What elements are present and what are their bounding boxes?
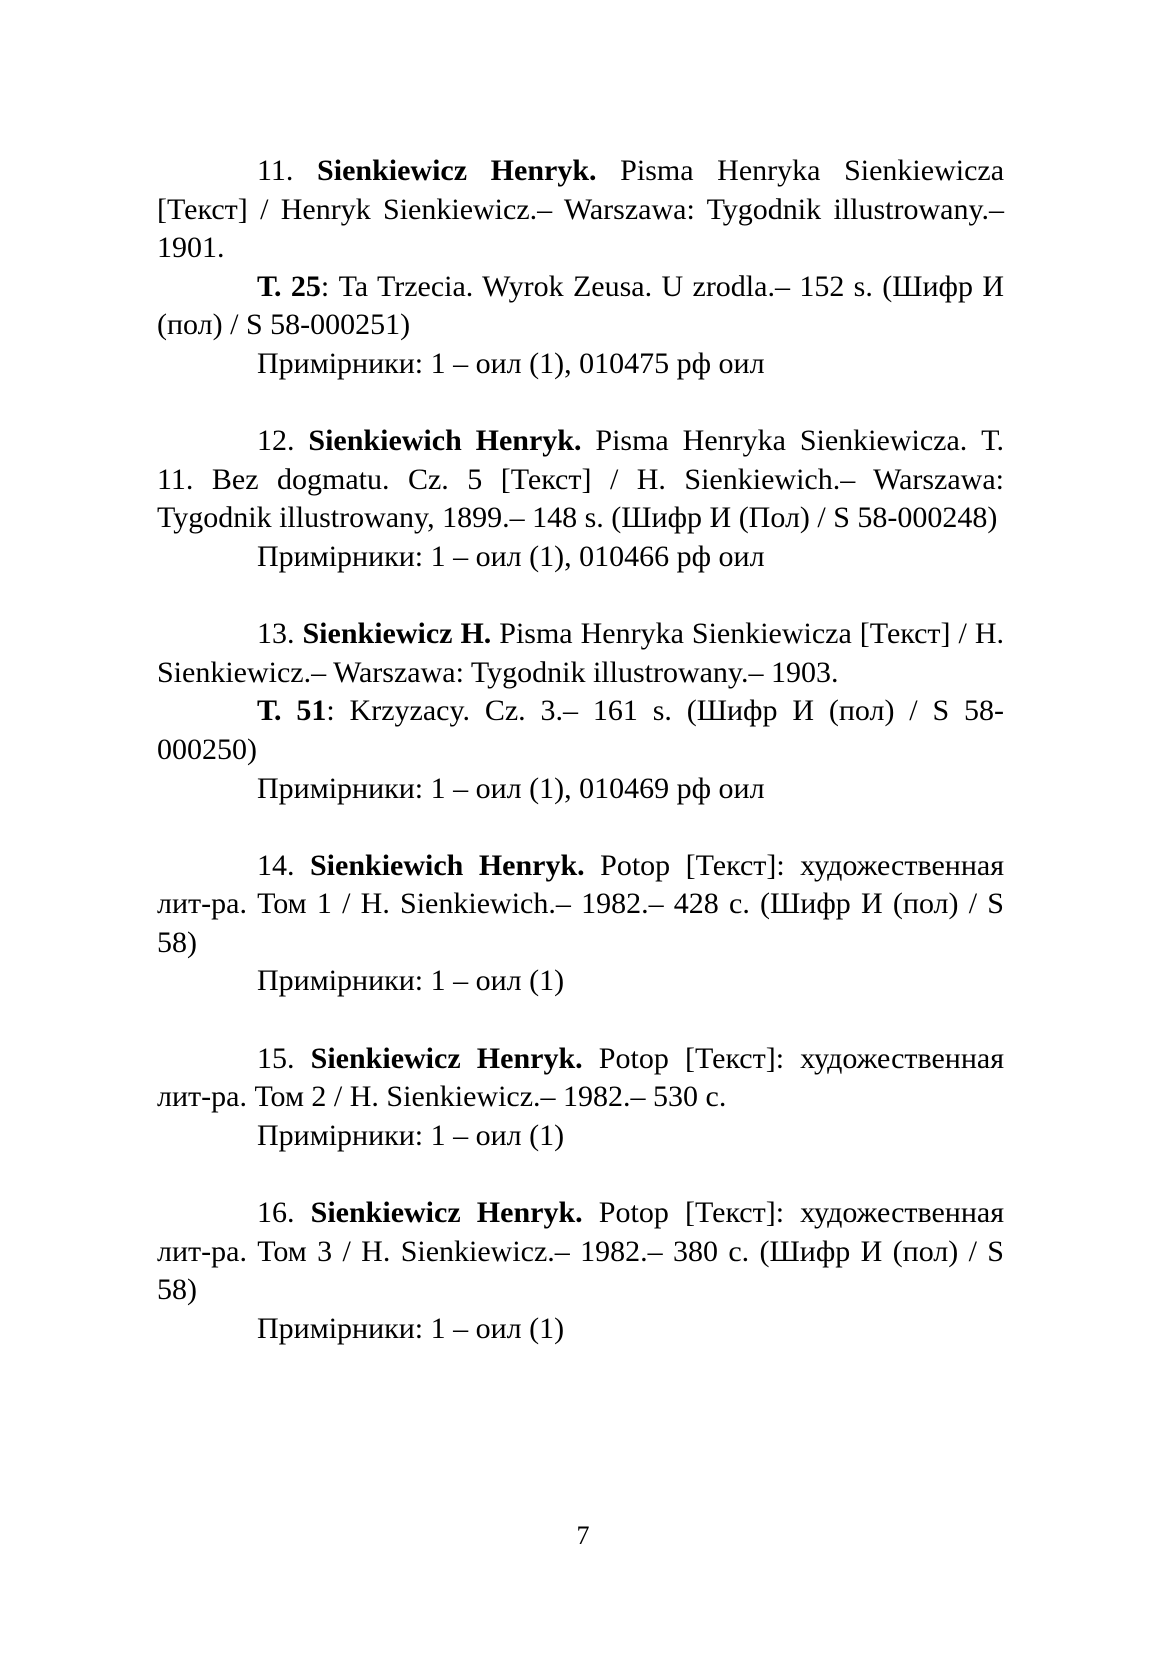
entry-description: Pisma Henryka Sienkiewicza [Текст] / Henryk Sienkiewicz.– Warszawa: Tygodnik illustrowany.– 1901.	[157, 154, 1005, 265]
entry-main	[157, 1040, 1004, 1117]
entry-main	[157, 422, 1004, 538]
entry-copies: Примірники: 1 – оил (1), 010475 рф оил	[257, 346, 765, 380]
entry-main	[157, 152, 1004, 268]
bibliography-entry-14	[157, 847, 1004, 1001]
entry-number: 15.	[257, 1041, 295, 1075]
entry-volume	[157, 268, 1004, 345]
bibliography-entry-13	[157, 615, 1004, 808]
entry-description: Pisma Henryka Sienkiewicza [Текст] / H. Sienkiewicz.– Warszawa: Tygodnik illustrowany.– 1903.	[157, 617, 1004, 689]
entry-copies: Примірники: 1 – оил (1), 010469 рф оил	[257, 771, 765, 805]
entry-description: Potop [Текст]: художественная лит-ра. Том 3 / H. Sienkiewicz.– 1982.– 380 с. (Шифр И (пол) / S 58)	[157, 1196, 1005, 1307]
entry-number: 16.	[257, 1196, 295, 1230]
bibliography-entry-12	[157, 422, 1004, 576]
entry-author: Sienkiewich Henryk.	[308, 424, 582, 458]
volume-text: : Krzyzacy. Cz. 3.– 161 s. (Шифр И (пол) / S 58-000250)	[157, 694, 1004, 766]
entry-copies: Примірники: 1 – оил (1), 010466 рф оил	[257, 539, 765, 573]
entry-author: Sienkiewicz Henryk.	[310, 1041, 583, 1075]
entry-number: 11.	[257, 154, 294, 187]
entry-copies: Примірники: 1 – оил (1)	[257, 1311, 565, 1345]
entry-author: Sienkiewicz Henryk.	[317, 154, 597, 187]
bibliography-list	[157, 152, 1004, 1387]
volume-label: Т. 25	[257, 269, 321, 303]
entry-volume	[157, 692, 1004, 769]
entry-author: Sienkiewicz H.	[302, 617, 492, 651]
entry-author: Sienkiewich Henryk.	[309, 848, 585, 882]
entry-description: Pisma Henryka Sienkiewicza. Т. 11. Bez dogmatu. Cz. 5 [Текст] / H. Sienkiewich.– Warszawa: Tygodnik illustrowany, 1899.– 148 s. (Шифр И (Пол) / S 58-000248)	[157, 424, 1004, 535]
bibliography-entry-15	[157, 1040, 1004, 1156]
entry-copies: Примірники: 1 – оил (1)	[257, 964, 565, 998]
entry-number: 14.	[257, 848, 295, 882]
page-number: 7	[576, 1521, 590, 1550]
entry-main	[157, 615, 1004, 692]
bibliography-entry-11	[157, 152, 1004, 384]
entry-description: Potop [Текст]: художественная лит-ра. Том 2 / H. Sienkiewicz.– 1982.– 530 с.	[157, 1041, 1005, 1114]
volume-text: : Ta Trzecia. Wyrok Zeusa. U zrodla.– 152 s. (Шифр И (пол) / S 58-000251)	[157, 269, 1004, 342]
entry-description: Potop [Текст]: художественная лит-ра. Том 1 / H. Sienkiewich.– 1982.– 428 с. (Шифр И (пол) / S 58)	[157, 848, 1005, 959]
bibliography-entry-16	[157, 1194, 1004, 1348]
volume-label: Т. 51	[257, 694, 327, 728]
entry-author: Sienkiewicz Henryk.	[310, 1196, 583, 1230]
entry-number: 12.	[257, 424, 295, 458]
entry-number: 13.	[257, 617, 295, 651]
entry-copies: Примірники: 1 – оил (1)	[257, 1118, 565, 1152]
entry-main	[157, 1194, 1004, 1310]
entry-main	[157, 847, 1004, 963]
